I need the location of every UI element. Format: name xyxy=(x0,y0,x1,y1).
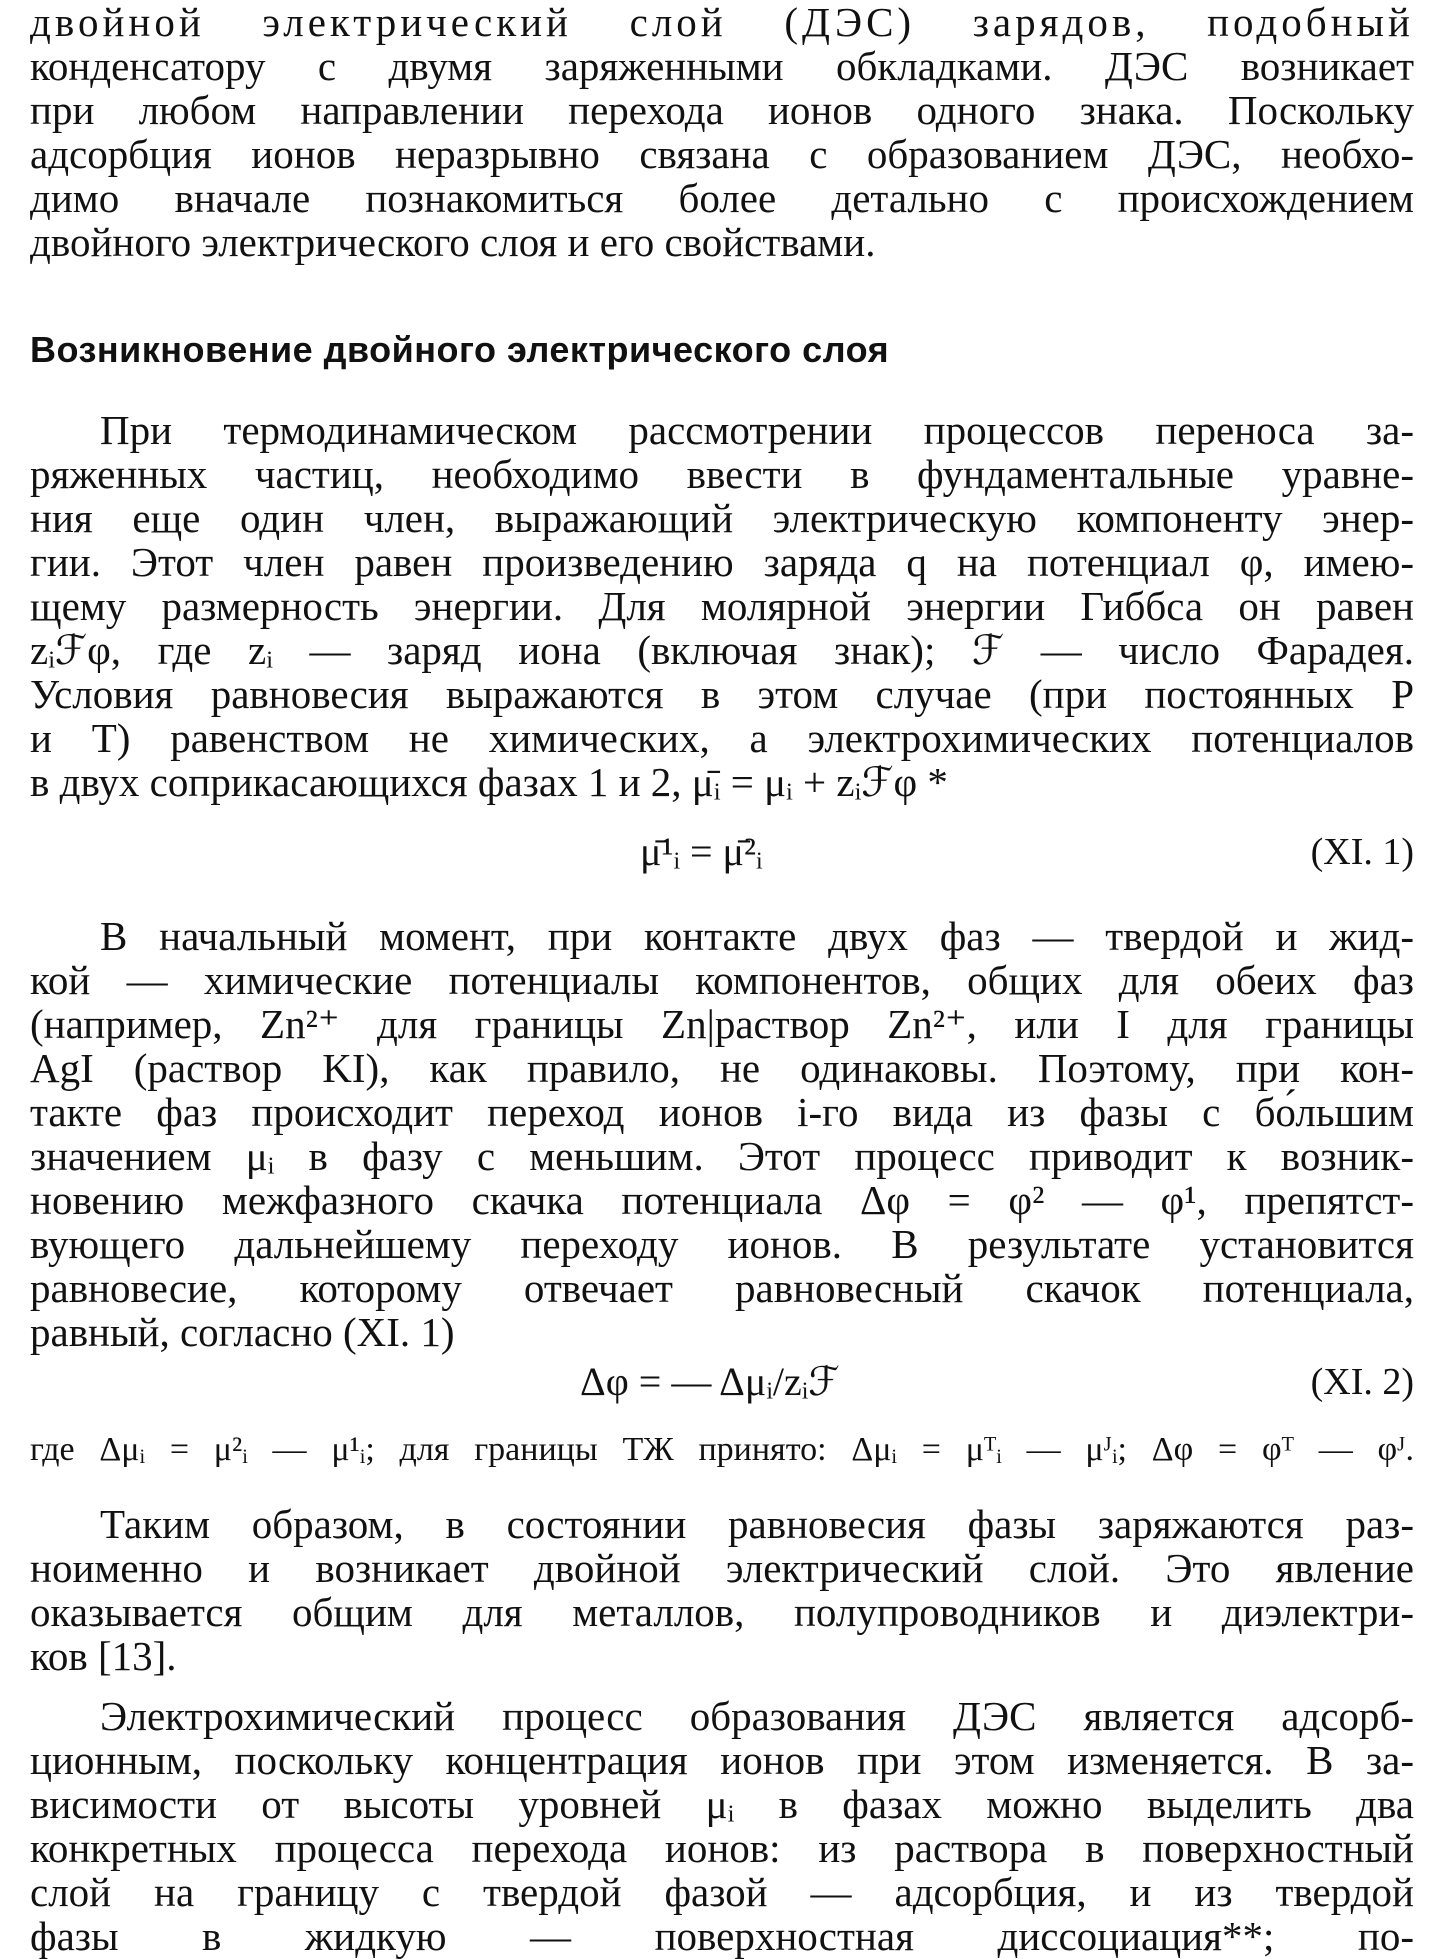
text-line: висимости от высоты уровней μᵢ в фазах можно выделить два xyxy=(30,1781,1414,1827)
text-line: фазы в жидкую — поверхностная диссоциация**; по- xyxy=(30,1913,1414,1959)
equation-number-xi-1: (XI. 1) xyxy=(1310,831,1414,873)
text-line: значением μᵢ в фазу с меньшим. Этот процесс приводит к возник- xyxy=(30,1133,1414,1179)
text-line: ноименно и возникает двойной электрический слой. Это явление xyxy=(30,1545,1414,1591)
text-line: щему размерность энергии. Для молярной энергии Гиббса он равен xyxy=(30,583,1414,629)
paragraph-thus xyxy=(30,1502,1414,1678)
text-line: AgI (раствор KI), как правило, не одинаковы. Поэтому, при кон- xyxy=(30,1045,1414,1091)
text-line: в двух соприкасающихся фазах 1 и 2, μ̄ᵢ = μᵢ + zᵢℱφ * xyxy=(30,759,948,805)
text-line: Условия равновесия выражаются в этом случае (при постоянных P xyxy=(30,671,1414,717)
text-line: слой на границу с твердой фазой — адсорбция, и из твердой xyxy=(30,1869,1414,1915)
text-line: Электрохимический процесс образования ДЭС является адсорб- xyxy=(100,1693,1414,1739)
section-heading: Возникновение двойного электрического слоя xyxy=(30,329,890,370)
text-line: При термодинамическом рассмотрении процессов переноса за- xyxy=(100,407,1414,453)
equation-xi-2: Δφ = — Δμᵢ/zᵢℱ xyxy=(580,1359,840,1404)
text-line: конкретных процесса перехода ионов: из раствора в поверхностный xyxy=(30,1825,1414,1871)
text-line: ков [13]. xyxy=(30,1633,177,1679)
text-line: ряженных частиц, необходимо ввести в фундаментальные уравне- xyxy=(30,451,1414,497)
text-line: кой — химические потенциалы компонентов, общих для обеих фаз xyxy=(30,957,1414,1003)
text-line: ционным, поскольку концентрация ионов при этом изменяется. В за- xyxy=(30,1737,1414,1783)
text-line: равновесие, которому отвечает равновесный скачок потенциала, xyxy=(30,1265,1414,1311)
text-line: В начальный момент, при контакте двух фаз — твердой и жид- xyxy=(100,913,1414,959)
text-line: zᵢℱφ, где zᵢ — заряд иона (включая знак); ℱ — число Фарадея. xyxy=(30,627,1414,673)
paragraph-thermodynamic xyxy=(30,408,1414,804)
text-line: вующего дальнейшему переходу ионов. В результате установится xyxy=(30,1221,1414,1267)
text-line: новению межфазного скачка потенциала Δφ = φ² — φ¹, препятст- xyxy=(30,1177,1414,1223)
text-line: гии. Этот член равен произведению заряда q на потенциал φ, имею- xyxy=(30,539,1414,585)
text-line: адсорбция ионов неразрывно связана с образованием ДЭС, необхо- xyxy=(30,131,1414,177)
equation-note: где Δμᵢ = μ²ᵢ — μ¹ᵢ; для границы ТЖ принято: Δμᵢ = μᵀᵢ — μᴶᵢ; Δφ = φᵀ — φᴶ. xyxy=(30,1431,1414,1468)
text-line: равный, согласно (XI. 1) xyxy=(30,1309,455,1355)
text-line: ния еще один член, выражающий электрическую компоненту энер- xyxy=(30,495,1414,541)
text-line: такте фаз происходит переход ионов i-го вида из фазы с бо́льшим xyxy=(30,1089,1414,1135)
paragraph-initial-moment xyxy=(30,914,1414,1354)
text-line: оказывается общим для металлов, полупроводников и диэлектри- xyxy=(30,1589,1414,1635)
text-line: при любом направлении перехода ионов одного знака. Поскольку xyxy=(30,87,1414,133)
equation-number-xi-2: (XI. 2) xyxy=(1310,1361,1414,1403)
text-line: конденсатору с двумя заряженными обкладками. ДЭС возникает xyxy=(30,43,1414,89)
equation-xi-1: μ̄¹ᵢ = μ̄²ᵢ xyxy=(640,829,763,874)
paragraph-electrochemical xyxy=(30,1694,1414,1958)
text-line: димо вначале познакомиться более детально с происхождением xyxy=(30,175,1414,221)
text-line: двойной электрический слой (ДЭС) зарядов, подобный xyxy=(30,0,1414,45)
text-line: Таким образом, в состоянии равновесия фазы заряжаются раз- xyxy=(100,1501,1414,1547)
text-line: (например, Zn²⁺ для границы Zn|раствор Zn²⁺, или I для границы xyxy=(30,1001,1414,1047)
paragraph-top xyxy=(30,0,1414,264)
text-line: и T) равенством не химических, а электрохимических потенциалов xyxy=(30,715,1414,761)
text-line: двойного электрического слоя и его свойствами. xyxy=(30,219,876,265)
